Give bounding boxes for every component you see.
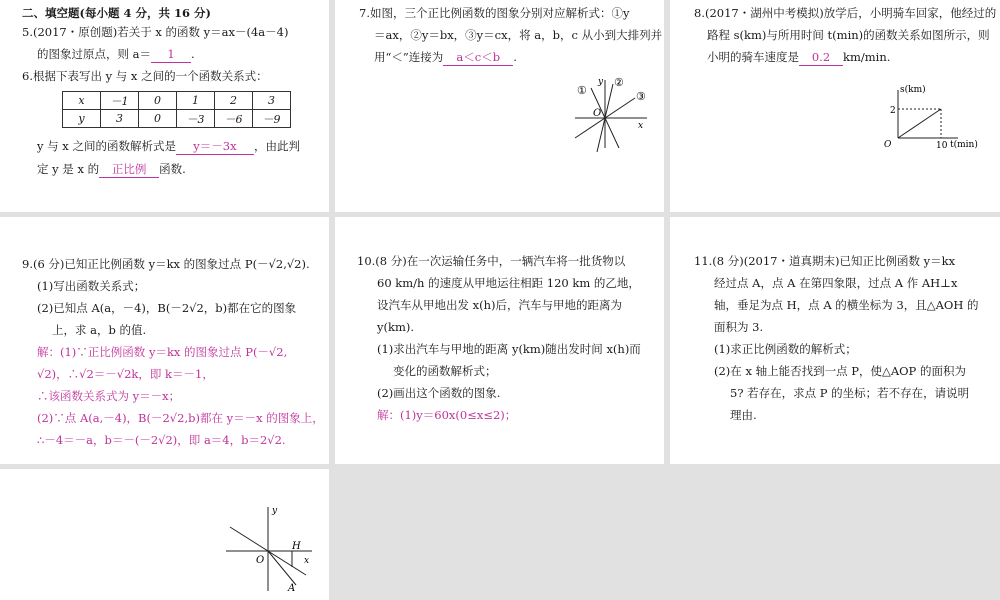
q6-answer-2: 正比例 (99, 162, 159, 178)
panel-q10 (335, 217, 664, 464)
table-cell: 0 (139, 110, 177, 128)
origin-label: O (593, 108, 602, 119)
q6-text-cont: ，由此判 (253, 139, 300, 153)
q6-line-2 (37, 139, 300, 155)
table-cell: 2 (215, 92, 253, 110)
q11-line-7: 5? 若存在，求点 P 的坐标；若不存在，请说明 (730, 386, 970, 400)
q5-text: 的图象过原点，则 a＝ (37, 47, 152, 61)
q9-line-3: (2)已知点 A(a，－4)，B(－2√2，b)都在它的图象 (37, 301, 297, 315)
q6-end: 函数. (159, 162, 186, 176)
origin-label: O (884, 140, 892, 150)
table-row (63, 110, 291, 128)
q9-solution-5: ∴－4＝－a，b＝－(－2√2)，即 a＝4，b＝2√2. (37, 433, 286, 447)
point-a-label: A (288, 583, 296, 594)
panel-q9 (0, 217, 329, 464)
panel-q11 (670, 217, 1000, 464)
x-label: x (304, 556, 310, 566)
q5-line-2 (37, 47, 195, 63)
s-label: s(km) (900, 85, 926, 95)
q11-line-1: 11.(8 分)(2017・道真期末)已知正比例函数 y＝kx (694, 254, 956, 268)
table-cell: －9 (253, 110, 291, 128)
q10-line-1: 10.(8 分)在一次运输任务中，一辆汽车将一批货物以 (357, 254, 626, 268)
q7-line-1: 7.如图，三个正比例函数的图象分别对应解析式：①y (359, 6, 630, 20)
table-cell: 0 (139, 92, 177, 110)
q11-line-2: 经过点 A，点 A 在第四象限，过点 A 作 AH⊥x (714, 276, 958, 290)
table-cell: y (63, 110, 101, 128)
label-3: ③ (636, 90, 646, 103)
q8-unit: km/min. (843, 50, 891, 64)
q9-solution-2: √2)，∴√2＝－√2k，即 k＝－1， (37, 367, 214, 381)
y-label: y (598, 77, 604, 87)
label-1: ① (577, 84, 587, 97)
table-cell: 3 (253, 92, 291, 110)
q6-text: 定 y 是 x 的 (37, 162, 100, 176)
q7-figure (567, 72, 657, 152)
q7-line-2: ＝ax，②y＝bx，③y＝cx，将 a，b，c 从小到大排列并 (374, 28, 663, 42)
y-label: y (272, 506, 278, 516)
q8-figure (880, 80, 998, 152)
q10-solution-1: 解：(1)y＝60x(0≤x≤2)； (377, 408, 517, 422)
q6-line-3 (37, 162, 186, 178)
q8-line-2: 路程 s(km)与所用时间 t(min)的函数关系如图所示，则 (707, 28, 990, 42)
tick-two: 2 (890, 106, 896, 116)
q9-line-1: 9.(6 分)已知正比例函数 y＝kx 的图象过点 P(－√2,√2). (22, 257, 310, 271)
q9-line-4: 上，求 a，b 的值. (52, 323, 147, 337)
q10-line-7: (2)画出这个函数的图象. (377, 386, 501, 400)
q5-end: . (191, 47, 195, 61)
q5-answer: 1 (151, 47, 191, 63)
q7-line-3 (374, 50, 517, 66)
origin-label: O (256, 555, 265, 566)
q10-line-4: y(km). (377, 320, 414, 334)
q6-text: y 与 x 之间的函数解析式是 (37, 139, 176, 153)
table-row (63, 92, 291, 110)
xy-table (62, 91, 291, 128)
q11-line-6: (2)在 x 轴上能否找到一点 P，使△AOP 的面积为 (714, 364, 966, 378)
q11-figure (222, 503, 322, 595)
x-label: x (638, 121, 644, 131)
q9-solution-4: (2)∵点 A(a,－4)，B(－2√2,b)都在 y＝－x 的图象上， (37, 411, 324, 425)
q9-solution-3: ∴该函数关系式为 y＝－x； (37, 389, 181, 403)
q7-answer: a＜c＜b (443, 50, 513, 66)
q8-answer: 0.2 (799, 50, 843, 66)
q8-text: 小明的骑车速度是 (707, 50, 799, 64)
table-cell: －6 (215, 110, 253, 128)
panel-q5-q6 (0, 0, 329, 212)
q10-line-6: 变化的函数解析式； (393, 364, 497, 378)
panel-q7 (335, 0, 664, 212)
table-cell: 1 (177, 92, 215, 110)
table-cell: 3 (101, 110, 139, 128)
q7-text: 用“＜”连接为 (374, 50, 444, 64)
q7-end: . (513, 50, 517, 64)
panel-q11-figure (0, 469, 329, 600)
q10-line-2: 60 km/h 的速度从甲地运往相距 120 km 的乙地， (377, 276, 640, 290)
q6-line-1: 6.根据下表写出 y 与 x 之间的一个函数关系式： (22, 69, 268, 83)
q6-answer-1: y＝－3x (176, 139, 254, 155)
label-2: ② (614, 76, 624, 89)
table-cell: －3 (177, 110, 215, 128)
q10-line-5: (1)求出汽车与甲地的距离 y(km)随出发时间 x(h)而 (377, 342, 641, 356)
q11-line-4: 面积为 3. (714, 320, 764, 334)
q5-line-1: 5.(2017・原创题)若关于 x 的函数 y＝ax－(4a－4) (22, 25, 289, 39)
q9-solution-1: 解：(1)∵正比例函数 y＝kx 的图象过点 P(－√2, (37, 345, 288, 359)
q9-line-2: (1)写出函数关系式； (37, 279, 146, 293)
panel-q8 (670, 0, 1000, 212)
table-cell: x (63, 92, 101, 110)
table-cell: －1 (101, 92, 139, 110)
q10-line-3: 设汽车从甲地出发 x(h)后，汽车与甲地的距离为 (377, 298, 623, 312)
q8-line-3 (707, 50, 890, 66)
t-label: t(min) (950, 140, 978, 150)
q11-line-8: 理由. (730, 408, 757, 422)
q11-line-3: 轴，垂足为点 H，点 A 的横坐标为 3，且△AOH 的 (714, 298, 979, 312)
tick-ten: 10 (936, 141, 948, 151)
point-h-label: H (292, 541, 301, 552)
section-heading: 二、填空题(每小题 4 分，共 16 分) (22, 6, 211, 20)
q11-line-5: (1)求正比例函数的解析式； (714, 342, 857, 356)
distance-line (898, 109, 941, 138)
q8-line-1: 8.(2017・湖州中考模拟)放学后，小明骑车回家，他经过的 (694, 6, 997, 20)
